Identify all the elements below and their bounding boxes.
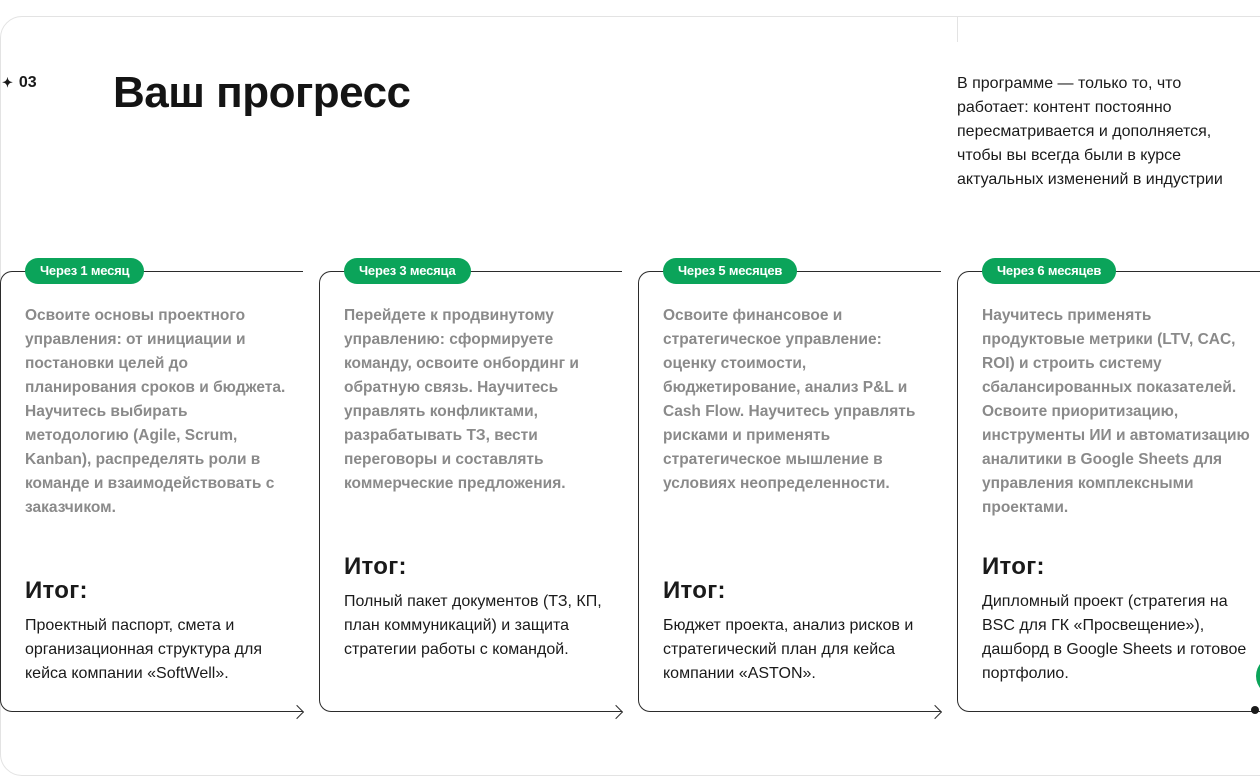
card-description: Научитесь применять продуктовые метрики (LTV, CAC, ROI) и строить систему сбалансированных показателей. Освоите приоритизацию, инструменты ИИ и автоматизацию аналитики в Google Sheets для управления комплексными проектами. [982, 307, 1250, 516]
period-badge: Через 6 месяцев [982, 258, 1116, 284]
timeline-card-4 [957, 263, 1260, 712]
result-heading: Итог: [344, 553, 407, 580]
timeline-card-1 [0, 263, 303, 712]
star-icon: ✦ [2, 75, 13, 90]
page-title: Ваш прогресс [113, 68, 411, 117]
result-text: Бюджет проекта, анализ рисков и стратегический план для кейса компании «ASTON». [663, 617, 914, 682]
card-description: Перейдете к продвинутому управлению: сформируете команду, освоите онбординг и обратную связь. Научитесь управлять конфликтами, разрабатывать ТЗ, вести переговоры и составлять коммерческие предложения. [344, 307, 579, 492]
card-description: Освоите основы проектного управления: от инициации и постановки целей до планирования сроков и бюджета. Научитесь выбирать методологию (Agile, Scrum, Kanban), распределять роли в команде и взаимодействовать с заказчиком. [25, 307, 286, 516]
result-text: Полный пакет документов (ТЗ, КП, план коммуникаций) и защита стратегии работы с командой. [344, 593, 602, 658]
result-heading: Итог: [982, 553, 1045, 580]
section-number-label: 03 [18, 74, 37, 91]
card-description: Освоите финансовое и стратегическое управление: оценку стоимости, бюджетирование, анализ P&L и Cash Flow. Научитесь управлять рисками и применять стратегическое мышление в условиях неопределенности. [663, 307, 916, 492]
timeline-end-dot [1251, 706, 1259, 714]
result-text: Проектный паспорт, смета и организационная структура для кейса компании «SoftWell». [25, 617, 262, 682]
section-number [2, 74, 37, 92]
period-badge: Через 1 месяц [25, 258, 144, 284]
result-heading: Итог: [663, 577, 726, 604]
timeline-card-2 [319, 263, 622, 712]
result-heading: Итог: [25, 577, 88, 604]
intro-text: В программе — только то, что работает: контент постоянно пересматривается и дополняется, чтобы вы всегда были в курсе актуальных изменений в индустрии [957, 75, 1223, 188]
result-text: Дипломный проект (стратегия на BSC для ГК «Просвещение»), дашборд в Google Sheets и готовое портфолио. [982, 593, 1247, 682]
frame-divider [957, 16, 958, 42]
timeline-card-3 [638, 263, 941, 712]
period-badge: Через 3 месяца [344, 258, 471, 284]
period-badge: Через 5 месяцев [663, 258, 797, 284]
